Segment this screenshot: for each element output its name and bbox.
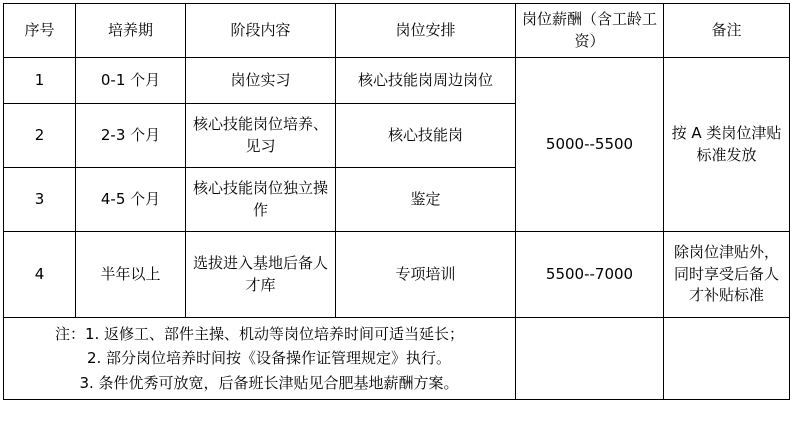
column-header-post: 岗位安排: [336, 4, 516, 58]
cell-no: 2: [4, 104, 76, 168]
table-header-row: [4, 4, 790, 58]
cell-stage: 核心技能岗位独立操作: [186, 168, 336, 232]
table-row: [4, 58, 790, 104]
cell-stage: 核心技能岗位培养、见习: [186, 104, 336, 168]
cell-period: 0-1 个月: [76, 58, 186, 104]
notes-blank-remark-cell: [664, 318, 790, 400]
column-header-no: 序号: [4, 4, 76, 58]
cell-post: 核心技能岗: [336, 104, 516, 168]
table-row: [4, 232, 790, 318]
cell-salary-merged-1: 5000--5500: [516, 58, 664, 232]
cell-post: 鉴定: [336, 168, 516, 232]
training-salary-table: [3, 3, 790, 400]
cell-no: 3: [4, 168, 76, 232]
cell-post: 核心技能岗周边岗位: [336, 58, 516, 104]
column-header-stage: 阶段内容: [186, 4, 336, 58]
note-line-1: 注：1. 返修工、部件主操、机动等岗位培养时间可适当延长；: [54, 325, 465, 344]
note-line-2: 2. 部分岗位培养时间按《设备操作证管理规定》执行。: [86, 349, 452, 368]
cell-stage: 选拔进入基地后备人才库: [186, 232, 336, 318]
cell-period: 半年以上: [76, 232, 186, 318]
cell-salary: 5500--7000: [516, 232, 664, 318]
table-notes-row: [4, 318, 790, 400]
cell-no: 4: [4, 232, 76, 318]
cell-remark: 除岗位津贴外，同时享受后备人才补贴标准: [664, 232, 790, 318]
column-header-salary: 岗位薪酬（含工龄工资）: [516, 4, 664, 58]
note-line-3: 3. 条件优秀可放宽，后备班长津贴见合肥基地薪酬方案。: [79, 373, 459, 392]
notes-blank-salary-cell: [516, 318, 664, 400]
notes-block: [4, 318, 516, 400]
salary-plan-document: [0, 3, 792, 434]
column-header-period: 培养期: [76, 4, 186, 58]
cell-stage: 岗位实习: [186, 58, 336, 104]
column-header-remark: 备注: [664, 4, 790, 58]
cell-post: 专项培训: [336, 232, 516, 318]
cell-period: 2-3 个月: [76, 104, 186, 168]
cell-period: 4-5 个月: [76, 168, 186, 232]
cell-no: 1: [4, 58, 76, 104]
cell-remark-merged-1: 按 A 类岗位津贴标准发放: [664, 58, 790, 232]
